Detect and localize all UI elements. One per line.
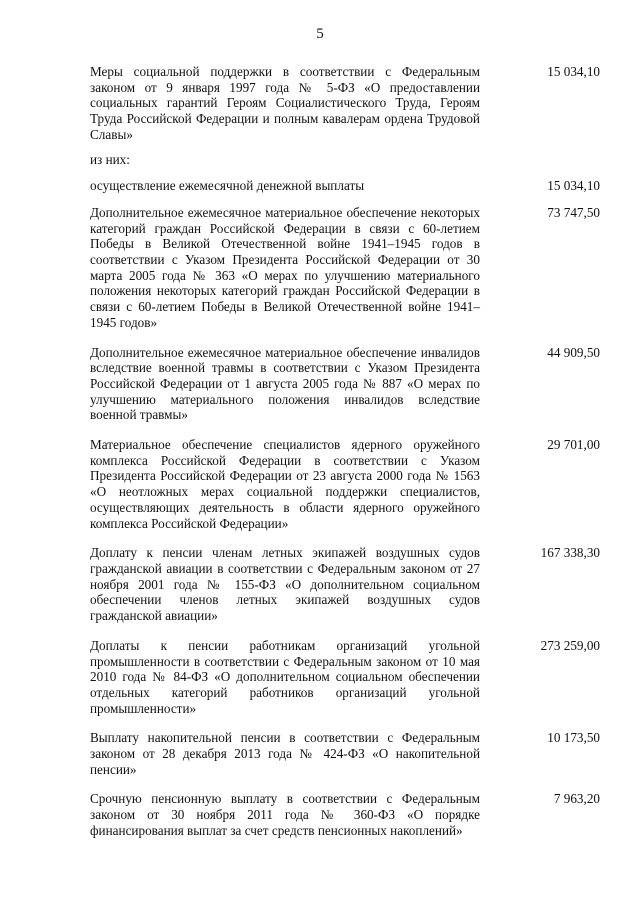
table-row [90, 205, 600, 331]
table-row [90, 437, 600, 531]
row-amount: 273 259,00 [540, 637, 600, 653]
row-amount: 44 909,50 [547, 344, 600, 360]
row-description: Материальное обеспечение специалистов ядерного оружейного комплекса Российской Федерации в соответствии с Указом Президента Российской Федерации от 23 августа 2000 года № 1563 «О неотложных мерах социальной поддержки специалистов, осуществляющих деятельность в области ядерного оружейного комплекса Российской Федерации» [90, 437, 480, 531]
table-row [90, 64, 600, 143]
row-amount: 7 963,20 [553, 791, 600, 807]
table-row [90, 638, 600, 717]
page-number: 5 [316, 26, 324, 42]
table-row [90, 730, 600, 777]
row-amount: 167 338,30 [540, 545, 600, 561]
row-description: Срочную пенсионную выплату в соответствии с Федеральным законом от 30 ноября 2011 года № 360-ФЗ «О порядке финансирования выплат за счет средств пенсионных накоплений» [90, 791, 480, 838]
row-description: Доплаты к пенсии работникам организаций угольной промышленности в соответствии с Федеральным законом от 10 мая 2010 года № 84-ФЗ «О дополнительном социальном обеспечении отдельных категорий работников организаций угольной промышленности» [90, 637, 480, 716]
row-amount: 15 034,10 [547, 178, 600, 194]
row-description: Выплату накопительной пенсии в соответствии с Федеральным законом от 28 декабря 2013 года № 424-ФЗ «О накопительной пенсии» [90, 730, 480, 777]
table-row [90, 545, 600, 624]
table-row [90, 345, 600, 424]
row-description: осуществление ежемесячной денежной выплаты [90, 178, 365, 194]
row-description: Дополнительное ежемесячное материальное обеспечение инвалидов вследствие военной травмы в соответствии с Указом Президента Российской Федерации от 1 августа 2005 года № 887 «О мерах по улучшению материального положения инвалидов вследствие военной травмы» [90, 344, 480, 423]
budget-table [90, 64, 600, 839]
table-row [90, 152, 600, 168]
row-description: Доплату к пенсии членам летных экипажей воздушных судов гражданской авиации в соответствии с Федеральным законом от 27 ноября 2001 года № 155-ФЗ «О дополнительном социальном обеспечении членов летных экипажей воздушных судов гражданской авиации» [90, 545, 480, 624]
table-row [90, 791, 600, 838]
row-description: Дополнительное ежемесячное материальное обеспечение некоторых категорий граждан Российской Федерации в связи с 60-летием Победы в Великой Отечественной войне 1941–1945 годов в соответствии с Указом Президента Российской Федерации от 30 марта 2005 года № 363 «О мерах по улучшению материального положения некоторых категорий граждан Российской Федерации в связи с 60-летием Победы в Великой Отечественной войне 1941–1945 годов» [90, 204, 480, 330]
row-amount: 15 034,10 [547, 64, 600, 79]
row-amount: 10 173,50 [547, 730, 600, 746]
row-description: Меры социальной поддержки в соответствии с Федеральным законом от 9 января 1997 года № 5-ФЗ «О предоставлении социальных гарантий Героям Социалистического Труда, Героям Труда Российской Федерации и полным кавалерам ордена Трудовой Славы» [90, 64, 480, 142]
table-row [90, 178, 600, 194]
row-amount: 29 701,00 [547, 437, 600, 453]
row-description: из них: [90, 151, 130, 167]
row-amount: 73 747,50 [547, 204, 600, 220]
